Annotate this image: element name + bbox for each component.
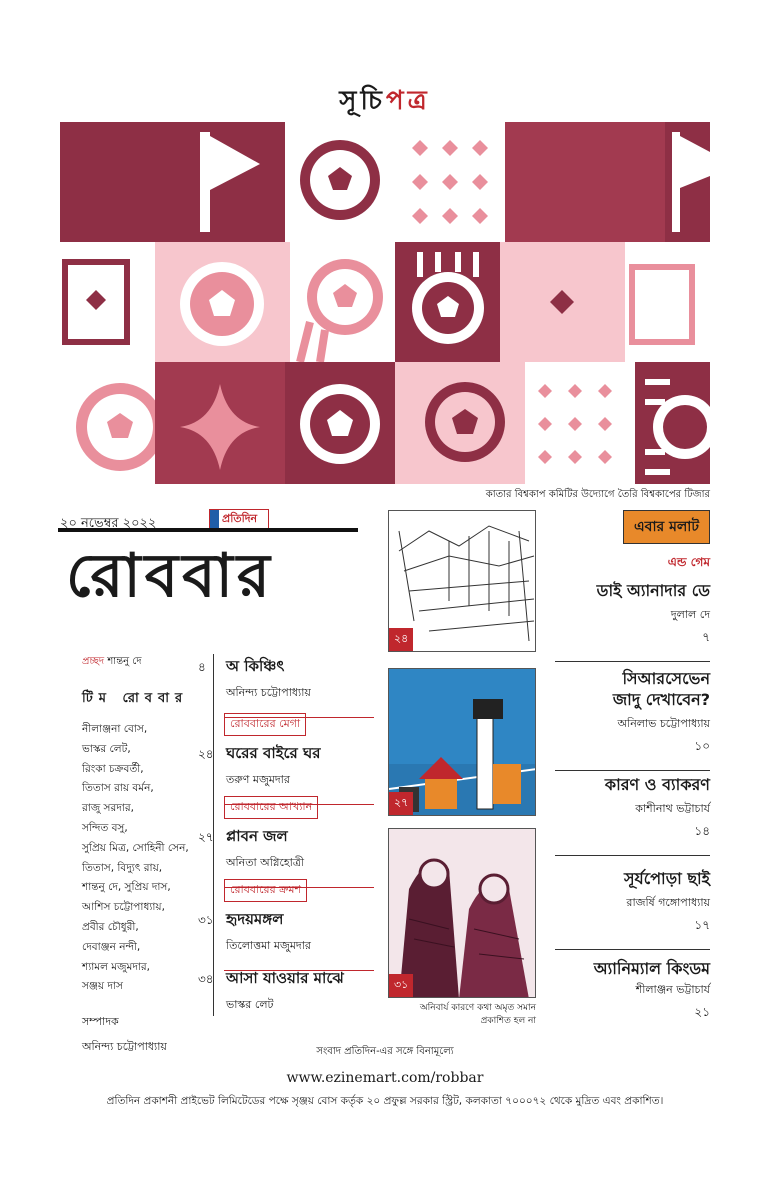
toc-author: তরুণ মজুমদার [226, 773, 290, 786]
feature-item[interactable] [555, 668, 710, 771]
toc-author: অনিন্দ্য চট্টোপাধ্যায় [226, 686, 311, 699]
toc-title: হৃদয়মঙ্গল [226, 910, 284, 928]
team-names [82, 720, 206, 997]
feature-author: অনিলাভ চট্টোপাধ্যায় [617, 717, 710, 730]
cover-story-author: দুলাল দে [670, 608, 710, 621]
credits-column [82, 654, 206, 1057]
banner-caption: কাতার বিশ্বকাপ কমিটির উদ্যোগে তৈরি বিশ্বকাপের টিজার [485, 489, 710, 500]
toc-title: প্লাবন জল [226, 827, 288, 845]
engraving-illustration [389, 829, 536, 998]
toc-item[interactable]: ৪ অ কিঞ্চিৎ অনিন্দ্য চট্টোপাধ্যায় [198, 655, 374, 718]
website-link[interactable]: www.ezinemart.com/robbar [286, 1070, 484, 1086]
feature-item[interactable] [555, 958, 710, 1024]
toc-section-tag: রোববারের মেগা [224, 713, 306, 736]
toc-author: ভাস্কর লেট [226, 998, 274, 1011]
feature-author: কাশীনাথ ভট্টাচার্য [635, 802, 710, 815]
team-name: রিংকা চক্রবর্তী, [82, 762, 144, 775]
editor-name: অনিন্দ্য চট্টোপাধ্যায় [82, 1040, 167, 1054]
cover-story-page: ৭ [702, 630, 710, 644]
feature-title: কারণ ও ব্যাকরণ [604, 775, 710, 794]
thumbnail-31[interactable] [388, 828, 536, 998]
toc-title: আসা যাওয়ার মাঝে [226, 969, 344, 987]
team-name: আশিস চট্টোপাধ্যায়, [82, 901, 165, 914]
cover-story-kicker: এন্ড গেম [667, 555, 710, 569]
toc-section-tag: রোববারের আখ্যান [224, 796, 318, 819]
feature-title: সিআরসেভেন [622, 669, 710, 688]
feature-divider [555, 855, 710, 856]
issue-date: ২০ নভেম্বর ২০২২ [60, 516, 157, 531]
toc-title: ঘরের বাইরে ঘর [226, 744, 321, 762]
feature-page: ২১ [694, 1005, 710, 1019]
toc-section-tag: রোববারের ক্রমশ [224, 879, 307, 902]
team-name: ভাস্কর লেট, [82, 742, 131, 755]
toc-item[interactable]: রোববারের মেগা ২৪ ঘরের বাইরে ঘর তরুণ মজুমদার [198, 712, 374, 805]
team-name: সুপ্রিয় মিত্র, সোহিনী সেন, [82, 841, 189, 854]
team-name: দেবাঞ্জন নন্দী, [82, 940, 141, 953]
feature-page: ১০ [694, 739, 710, 753]
editor-role: সম্পাদক [82, 1015, 119, 1029]
team-name: তিতাস, বিদ্যুৎ রায়, [82, 861, 163, 874]
feature-author: শীলাঞ্জন ভট্টাচার্য [635, 983, 710, 996]
pratidin-logo: প্রতিদিন [209, 509, 269, 529]
toc-item[interactable]: রোববারের ক্রমশ ৩১ হৃদয়মঙ্গল তিলোত্তমা মজুমদার [198, 878, 374, 971]
page-badge: ৩১ [389, 974, 413, 997]
free-with-note: সংবাদ প্রতিদিন-এর সঙ্গে বিনামূল্যে [316, 1046, 454, 1057]
feature-divider [555, 949, 710, 950]
team-name: রাজু সরদার, [82, 802, 134, 815]
team-name: তিতাস রায় বর্মন, [82, 782, 154, 795]
page-badge: ২৭ [389, 792, 413, 815]
cover-story-label: এবার মলাট [623, 510, 710, 544]
thumbnail-24[interactable] [388, 510, 536, 652]
toc-author: অনিতা অগ্নিহোত্রী [226, 856, 305, 869]
logo-strip [210, 510, 219, 528]
team-name: সঞ্জয় দাস [82, 980, 123, 993]
banner-illustration [60, 122, 710, 484]
team-name: সন্দিত বসু, [82, 821, 128, 834]
feature-title: অ্যানিম্যাল কিংডম [593, 959, 710, 978]
feature-divider [555, 770, 710, 771]
team-name: শান্তনু দে, সুপ্রিয় দাস, [82, 881, 171, 894]
feature-divider [555, 661, 710, 662]
toc-item[interactable]: রোববারের আখ্যান ২৭ প্লাবন জল অনিতা অগ্নিহোত্রী [198, 795, 374, 888]
feature-item[interactable] [555, 868, 710, 950]
cover-story[interactable] [555, 510, 710, 662]
thumbnail-27[interactable] [388, 668, 536, 816]
feature-item[interactable] [555, 774, 710, 856]
cover-story-title: ডাই অ্যানাদার ডে [596, 581, 710, 600]
masthead-title: রোববার [58, 528, 358, 616]
feature-page: ১৭ [694, 918, 710, 932]
feature-page: ১৪ [694, 824, 710, 838]
team-name: শ্যামল মজুমদার, [82, 960, 151, 973]
feature-title-line2: জাদু দেখাবেন? [612, 690, 710, 709]
toc-title: অ কিঞ্চিৎ [226, 657, 285, 675]
team-name: নীলাঞ্জনা বোস, [82, 723, 148, 735]
page-badge: ২৪ [389, 628, 413, 651]
team-title: টিম রোববার [82, 691, 189, 706]
team-name: প্রবীর চৌধুরী, [82, 920, 139, 933]
feature-author: রাজর্ষি গঙ্গোপাধ্যায় [626, 896, 710, 909]
page-title: সূচিপত্র [339, 86, 431, 116]
imprint-line: প্রতিদিন প্রকাশনী প্রাইভেট লিমিটেডের পক্ষে সৃঞ্জয় বোস কর্তৃক ২০ প্রফুল্ল সরকার স্ট্রিট, কলকাতা ৭০০০৭২ থেকে মুদ্রিত এবং প্রকাশিত। [106, 1095, 664, 1107]
thumbnail-note: অনিবার্য কারণে কথা অমৃত সমান প্রকাশিত হল না [419, 1003, 536, 1026]
cover-credit: প্রচ্ছদ শান্তনু দে [82, 656, 142, 667]
toc-author: তিলোত্তমা মজুমদার [226, 939, 311, 952]
toc-item[interactable]: ৩৪ আসা যাওয়ার মাঝে ভাস্কর লেট [198, 967, 374, 1015]
feature-title: সূর্যপোড়া ছাই [623, 869, 710, 888]
